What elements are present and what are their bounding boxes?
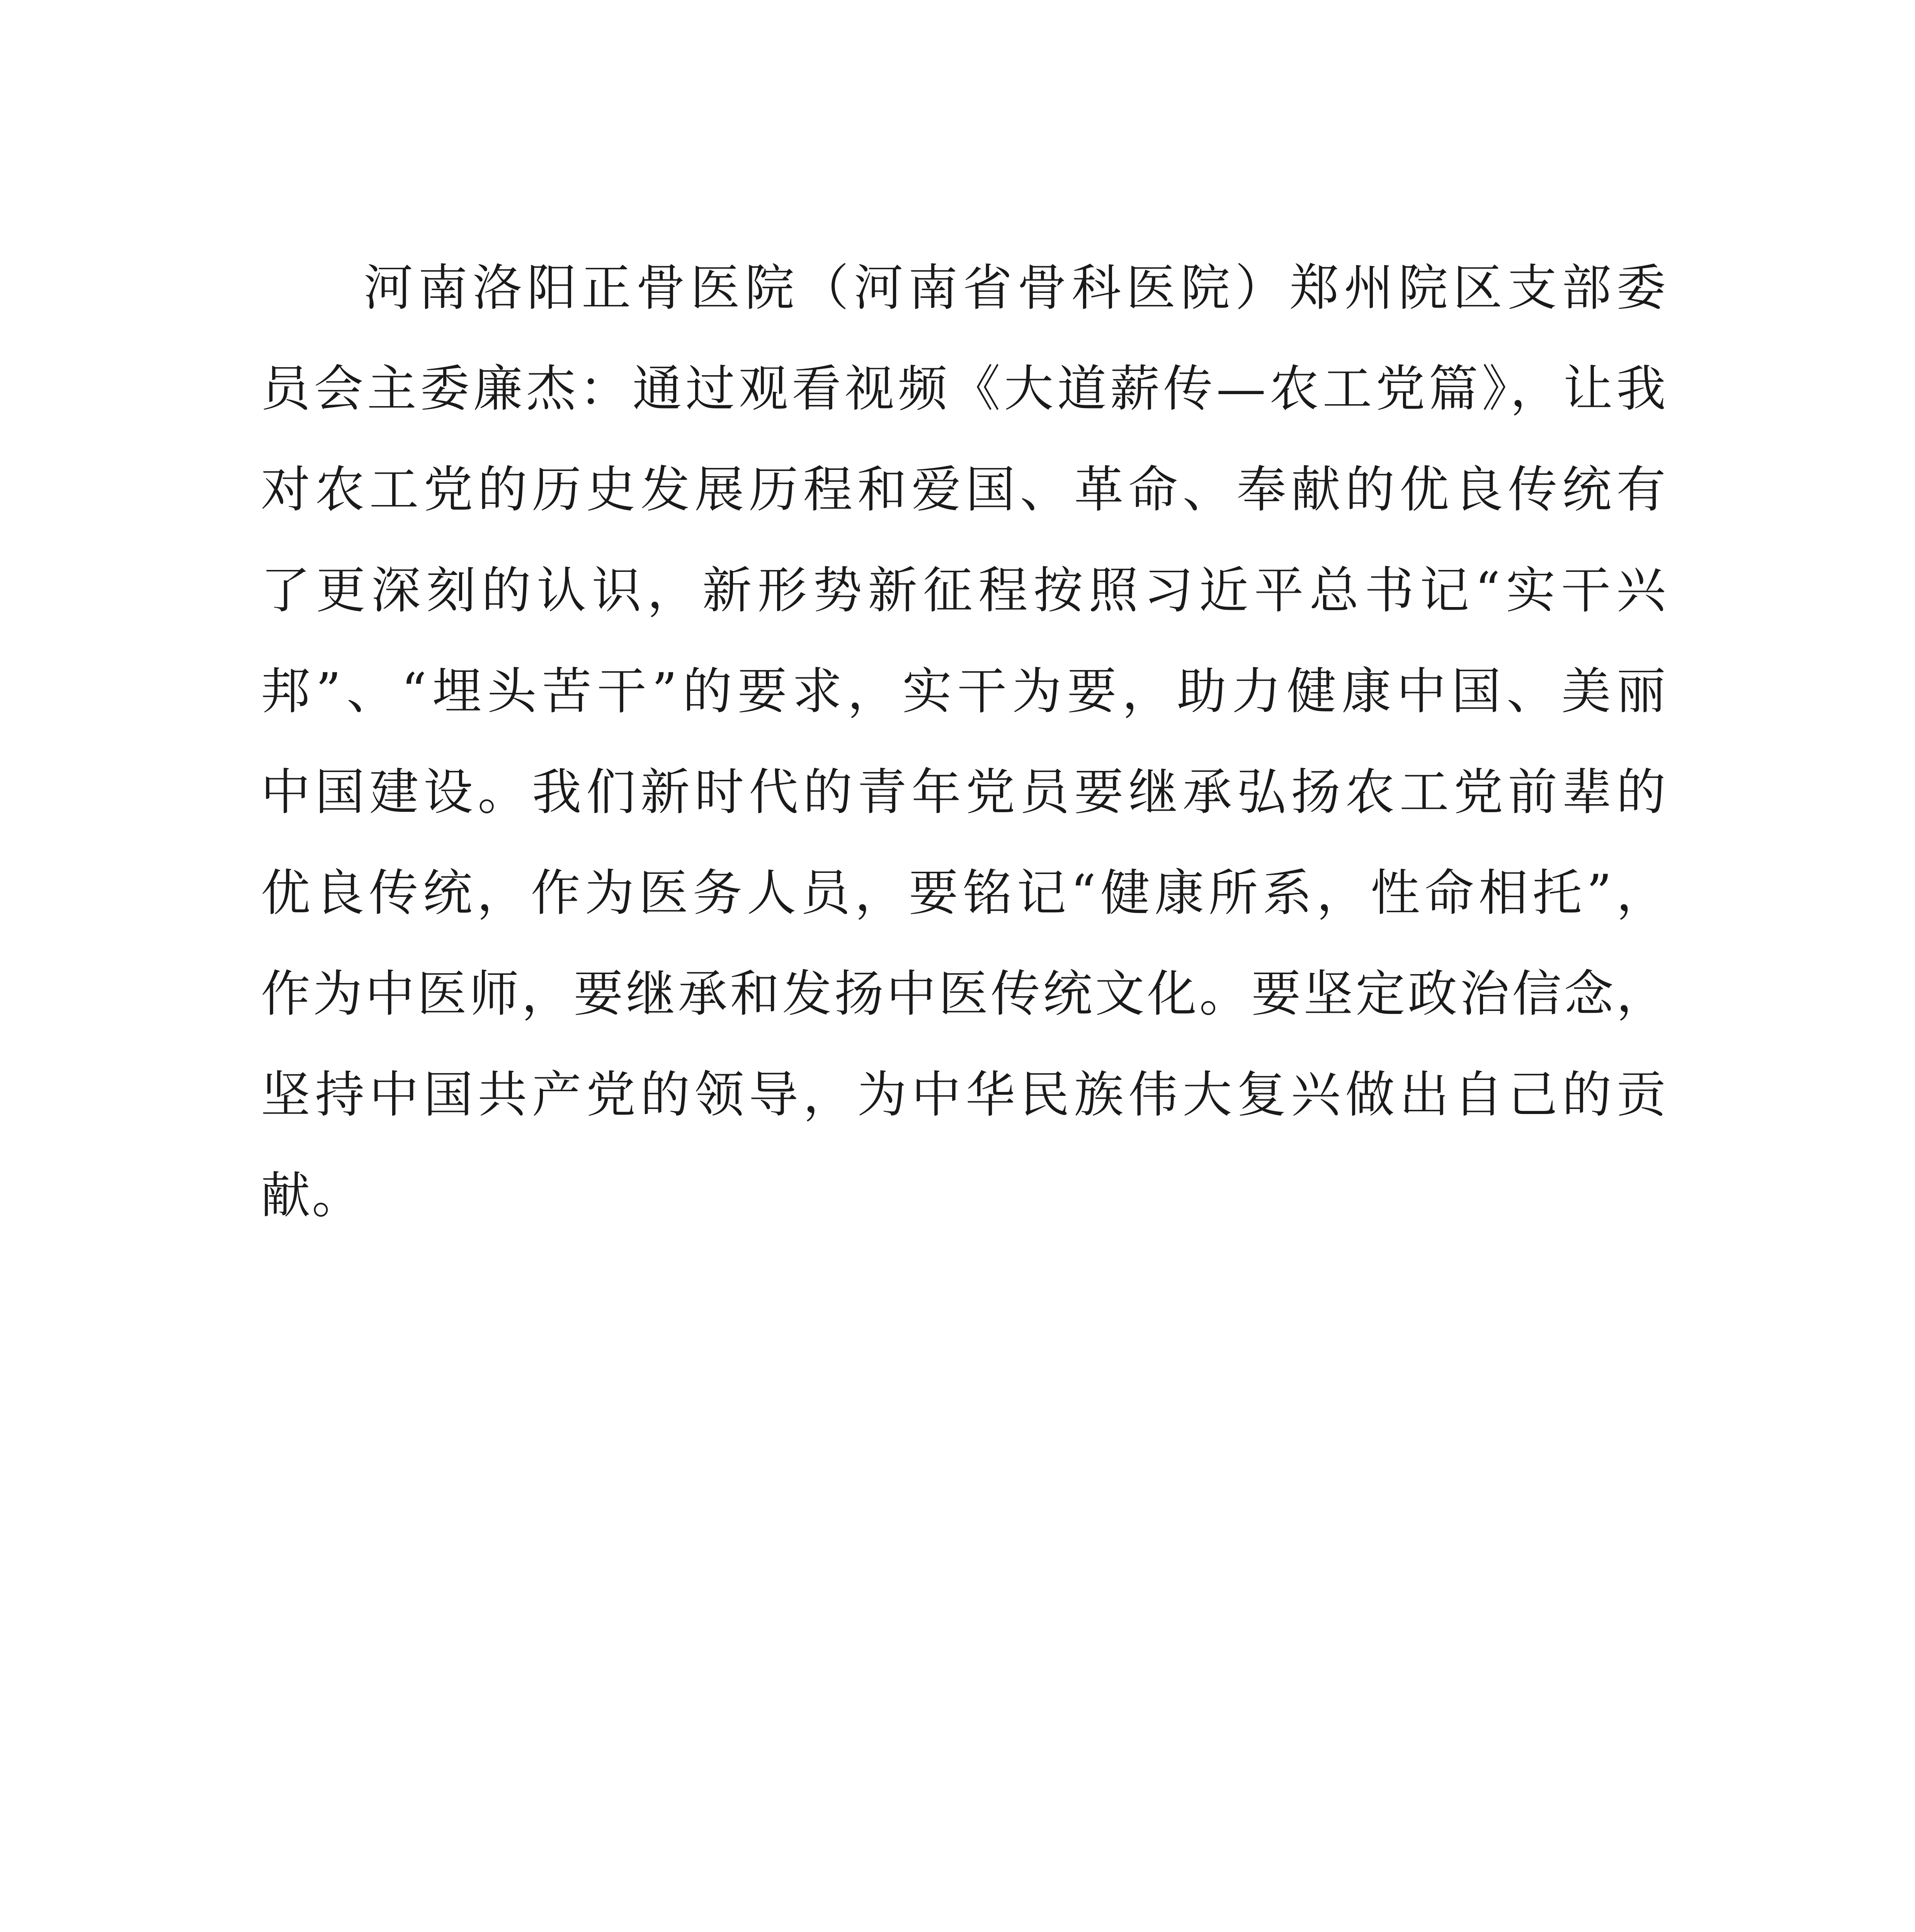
paragraph-line: 河南洛阳正骨医院（河南省骨科医院）郑州院区支部委 bbox=[364, 259, 1667, 317]
paragraph-line: 员会主委廉杰：通过观看视频《大道薪传—农工党篇》，让我 bbox=[261, 360, 1667, 418]
paragraph-line: 对农工党的历史发展历程和爱国、革命、奉献的优良传统有 bbox=[261, 461, 1667, 519]
paragraph-line: 献。 bbox=[261, 1167, 363, 1225]
paragraph-line: 作为中医师，要继承和发扬中医传统文化。要坚定政治信念， bbox=[261, 965, 1667, 1023]
paragraph-line: 优良传统，作为医务人员，要铭记“健康所系，性命相托”， bbox=[261, 864, 1667, 922]
paragraph-line: 中国建设。我们新时代的青年党员要继承弘扬农工党前辈的 bbox=[261, 764, 1667, 821]
paragraph-line: 了更深刻的认识，新形势新征程按照习近平总书记“实干兴 bbox=[261, 562, 1667, 619]
body-paragraph bbox=[261, 238, 1667, 1246]
paragraph-line: 坚持中国共产党的领导，为中华民族伟大复兴做出自己的贡 bbox=[261, 1066, 1667, 1124]
paragraph-line: 邦”、“埋头苦干”的要求，实干为要，助力健康中国、美丽 bbox=[261, 663, 1667, 720]
